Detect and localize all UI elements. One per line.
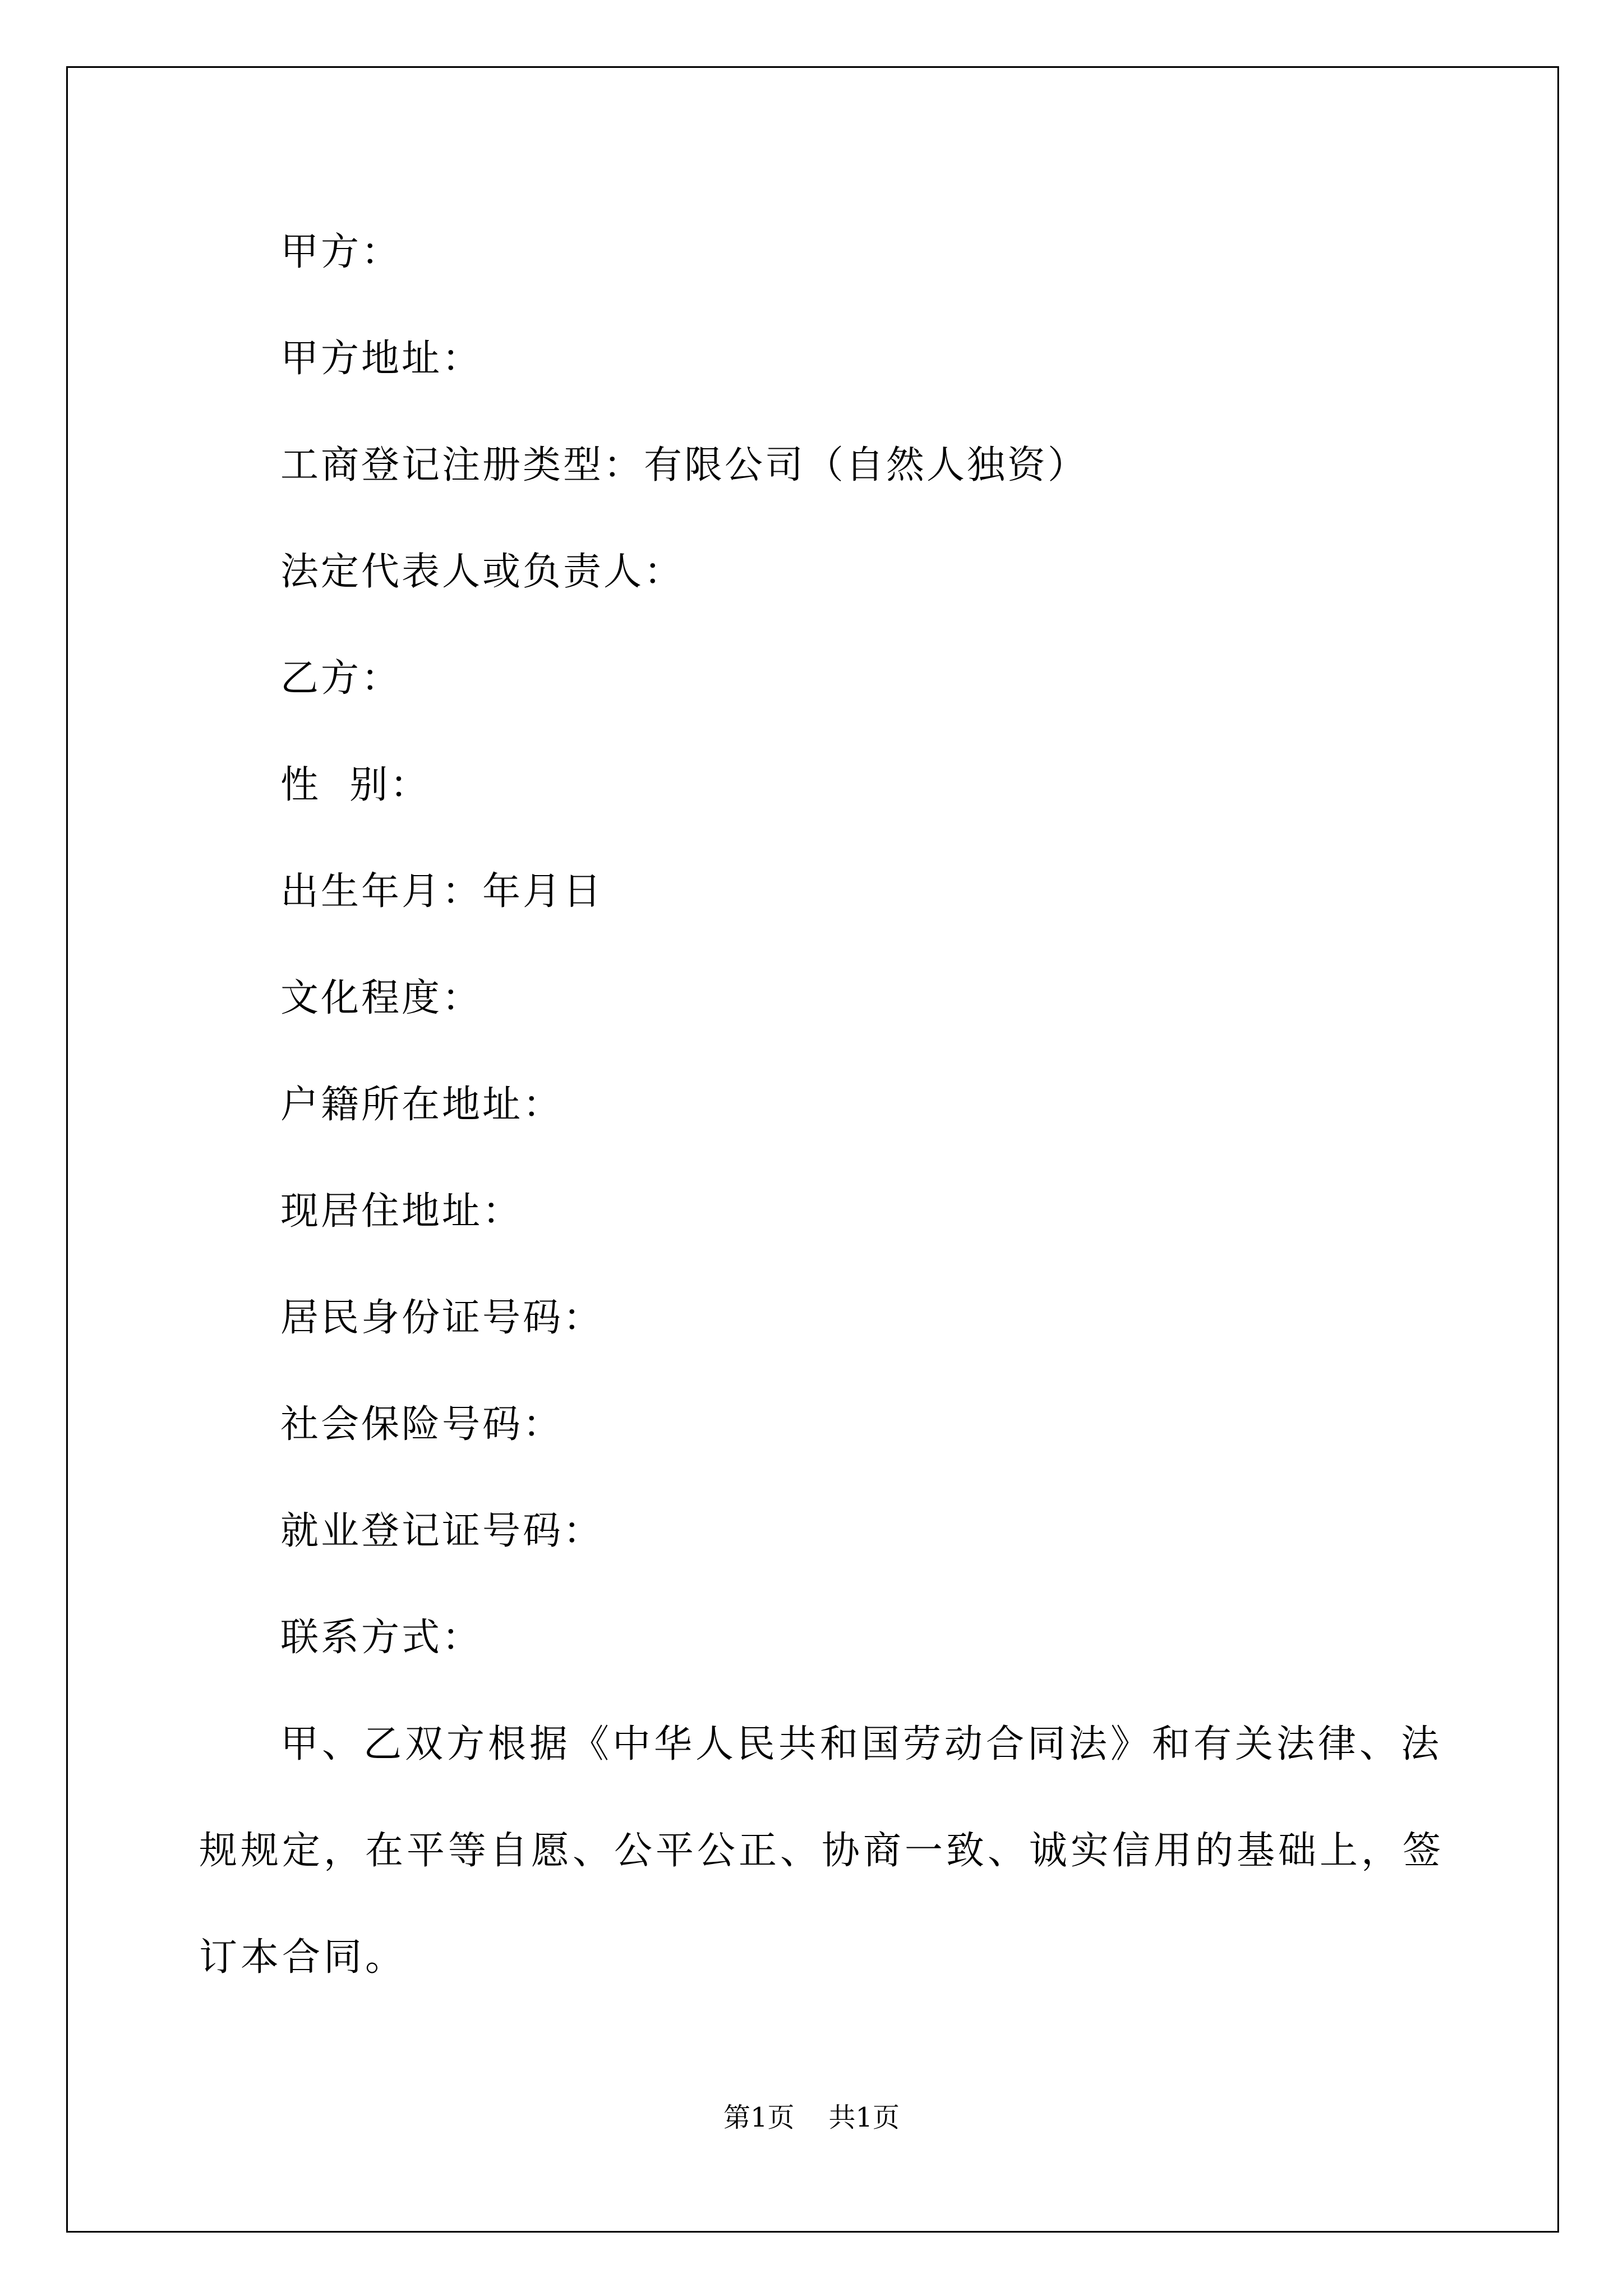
- paragraph-line: 订本合同。: [199, 1935, 407, 1980]
- social-insurance-label: 社会保险号码：: [280, 1402, 564, 1447]
- party-b-label: 乙方：: [280, 656, 402, 701]
- paragraph-line: 规规定，在平等自愿、公平公正、协商一致、诚实信用的基础上，签: [199, 1829, 1445, 1873]
- page-footer: 第1页 共1页: [723, 2102, 900, 2133]
- gender-label: 性 别：: [280, 763, 431, 807]
- registration-type-line: 工商登记注册类型：有限公司（自然人独资）: [280, 443, 1089, 487]
- contact-label: 联系方式：: [280, 1616, 483, 1660]
- id-number-label: 居民身份证号码：: [280, 1296, 604, 1340]
- page-border: [66, 66, 1559, 2233]
- household-address-label: 户籍所在地址：: [280, 1083, 564, 1127]
- paragraph-line: 甲、乙双方根据《中华人民共和国劳动合同法》和有关法律、法: [280, 1722, 1443, 1766]
- education-label: 文化程度：: [280, 976, 483, 1020]
- birth-date-line: 出生年月：年月日: [280, 869, 604, 914]
- party-a-address-label: 甲方地址：: [280, 337, 483, 381]
- party-a-label: 甲方：: [280, 230, 402, 274]
- legal-representative-label: 法定代表人或负责人：: [280, 550, 685, 594]
- employment-registration-label: 就业登记证号码：: [280, 1509, 604, 1553]
- current-address-label: 现居住地址：: [280, 1189, 523, 1234]
